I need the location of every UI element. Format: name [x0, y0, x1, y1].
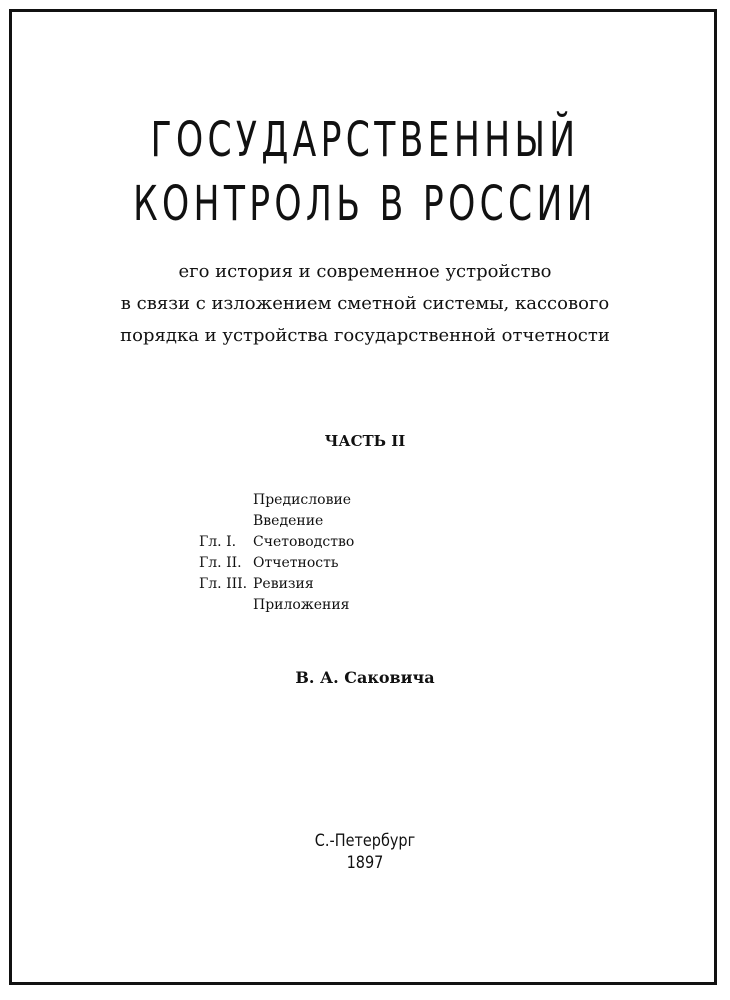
- subtitle-line-2: в связи с изложением сметной системы, кассового: [120, 293, 610, 314]
- toc-chapter-label: Ревизия: [253, 576, 314, 592]
- title-line-1: ГОСУДАРСТВЕННЫЙ: [150, 112, 580, 168]
- toc-chapter-label: Предисловие: [253, 492, 352, 508]
- subtitle-line-1: его история и современное устройство: [178, 261, 552, 282]
- toc-chapter-label: Приложения: [253, 597, 350, 613]
- book-subtitle: [0, 256, 730, 352]
- table-of-contents: [199, 490, 354, 616]
- toc-item: [199, 490, 354, 511]
- toc-item: [199, 574, 354, 595]
- toc-chapter-number: Гл. I.: [199, 534, 237, 550]
- part-heading: ЧАСТЬ II: [324, 432, 406, 450]
- toc-chapter-label: Отчетность: [253, 555, 339, 571]
- toc-item: [199, 595, 354, 616]
- toc-chapter-label: Введение: [253, 513, 324, 529]
- title-line-2: КОНТРОЛЬ В РОССИИ: [133, 176, 597, 232]
- toc-chapter-number: [199, 511, 253, 532]
- toc-chapter-number: [199, 595, 253, 616]
- book-title: [102, 108, 628, 236]
- author-name: В. А. Саковича: [295, 668, 435, 687]
- imprint-city: С.-Петербург: [314, 831, 416, 851]
- toc-item: [199, 553, 354, 574]
- toc-chapter-number: [199, 490, 253, 511]
- subtitle-line-3: порядка и устройства государственной отчетности: [120, 325, 610, 346]
- imprint-year: 1897: [346, 853, 384, 873]
- toc-chapter-number: Гл. II.: [199, 555, 242, 571]
- toc-item: [199, 532, 354, 553]
- toc-chapter-number: Гл. III.: [199, 576, 248, 592]
- toc-item: [199, 511, 354, 532]
- toc-chapter-label: Счетоводство: [253, 534, 355, 550]
- imprint: [55, 830, 676, 874]
